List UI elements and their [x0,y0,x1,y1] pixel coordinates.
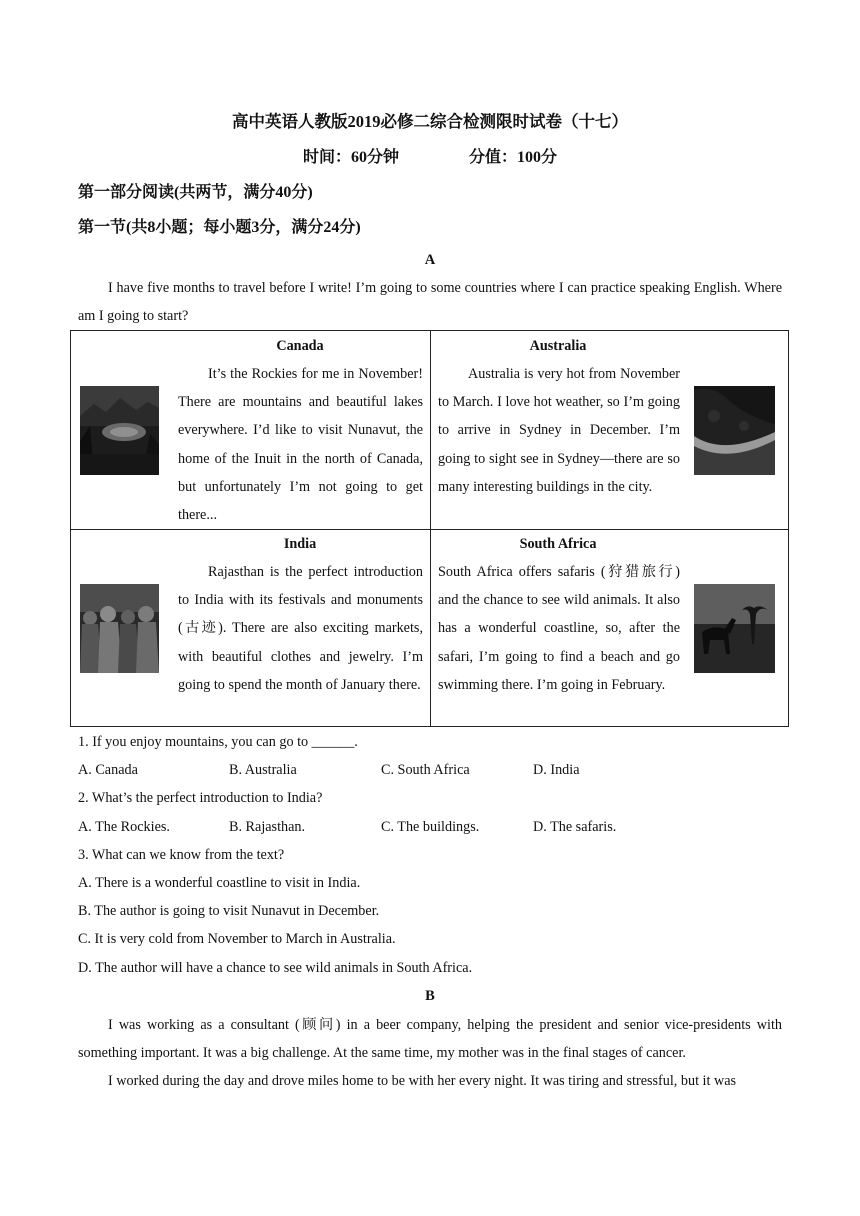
india-title: India [283,536,317,552]
australia-title: Australia [529,338,587,354]
question-2-options [78,816,782,838]
question-1-stem: 1. If you enjoy mountains, you can go to ______. [78,734,358,750]
question-1-options [78,759,782,781]
question-3-stem: 3. What can we know from the text? [78,847,285,863]
q1-option-c[interactable]: C. South Africa [381,762,470,778]
country-table [70,330,789,727]
part1-heading: 第一部分阅读(共两节，满分40分) [78,184,313,201]
q1-option-b[interactable]: B. Australia [229,762,297,778]
passage-b-paragraph-2: I worked during the day and drove miles home to be with her every night. It was tiring and stressful, but it was [108,1073,737,1089]
section1-heading: 第一节(共8小题；每小题3分，满分24分) [78,219,361,236]
q3-option-d[interactable]: D. The author will have a chance to see wild animals in South Africa. [78,960,473,976]
india-text: Rajasthan is the perfect introduction to India with its festivals and monuments (古迹). There are also exciting markets, with beautiful clothes and jewelry. I’m going to spend the month of January there. [178,564,423,693]
q1-option-d[interactable]: D. India [533,762,580,778]
question-2-stem: 2. What’s the perfect introduction to India? [78,790,323,806]
canada-text: It’s the Rockies for me in November! There are mountains and beautiful lakes everywhere. I’d like to visit Nunavut, the home of the Inuit in the north of Canada, but unfortunately I’m not going to get there... [178,366,423,524]
q2-option-d[interactable]: D. The safaris. [533,819,617,835]
australia-text: Australia is very hot from November to March. I love hot weather, so I’m going to arrive in Sydney in December. I’m going to sight see in Sydney—there are so many interesting buildings in the city. [438,366,680,495]
south-africa-title: South Africa [519,536,597,552]
time-limit: 时间：60分钟 [302,149,399,166]
total-score: 分值：100分 [469,149,558,166]
q1-option-a[interactable]: A. Canada [78,762,138,778]
q3-option-a[interactable]: A. There is a wonderful coastline to visit in India. [78,875,361,891]
q2-option-c[interactable]: C. The buildings. [381,819,480,835]
south-africa-safari-photo [694,584,775,673]
india-crowd-photo [80,584,159,673]
south-africa-text: South Africa offers safaris (狩猎旅行) and the chance to see wild animals. It also has a wonderful coastline, so, after the safari, I’m going to find a beach and go swimming there. I’m going in February. [438,564,680,693]
q2-option-a[interactable]: A. The Rockies. [78,819,170,835]
passage-a-intro: I have five months to travel before I write! I’m going to some countries where I can practice speaking English. Where am I going to start? [78,280,782,325]
canada-lake-photo [80,386,159,475]
q3-option-b[interactable]: B. The author is going to visit Nunavut in December. [78,903,380,919]
q3-option-c[interactable]: C. It is very cold from November to March in Australia. [78,931,396,947]
exam-title: 高中英语人教版2019必修二综合检测限时试卷（十七） [232,112,628,131]
q2-option-b[interactable]: B. Rajasthan. [229,819,306,835]
passage-b-letter: B [425,988,435,1004]
exam-meta [0,147,860,169]
passage-a-letter: A [424,252,436,268]
passage-b-paragraph-1: I was working as a consultant (顾问) in a beer company, helping the president and senior vice-presidents with something important. It was a big challenge. At the same time, my mother was in the final stages of cancer. [78,1017,782,1062]
canada-title: Canada [276,338,324,354]
australia-coast-photo [694,386,775,475]
